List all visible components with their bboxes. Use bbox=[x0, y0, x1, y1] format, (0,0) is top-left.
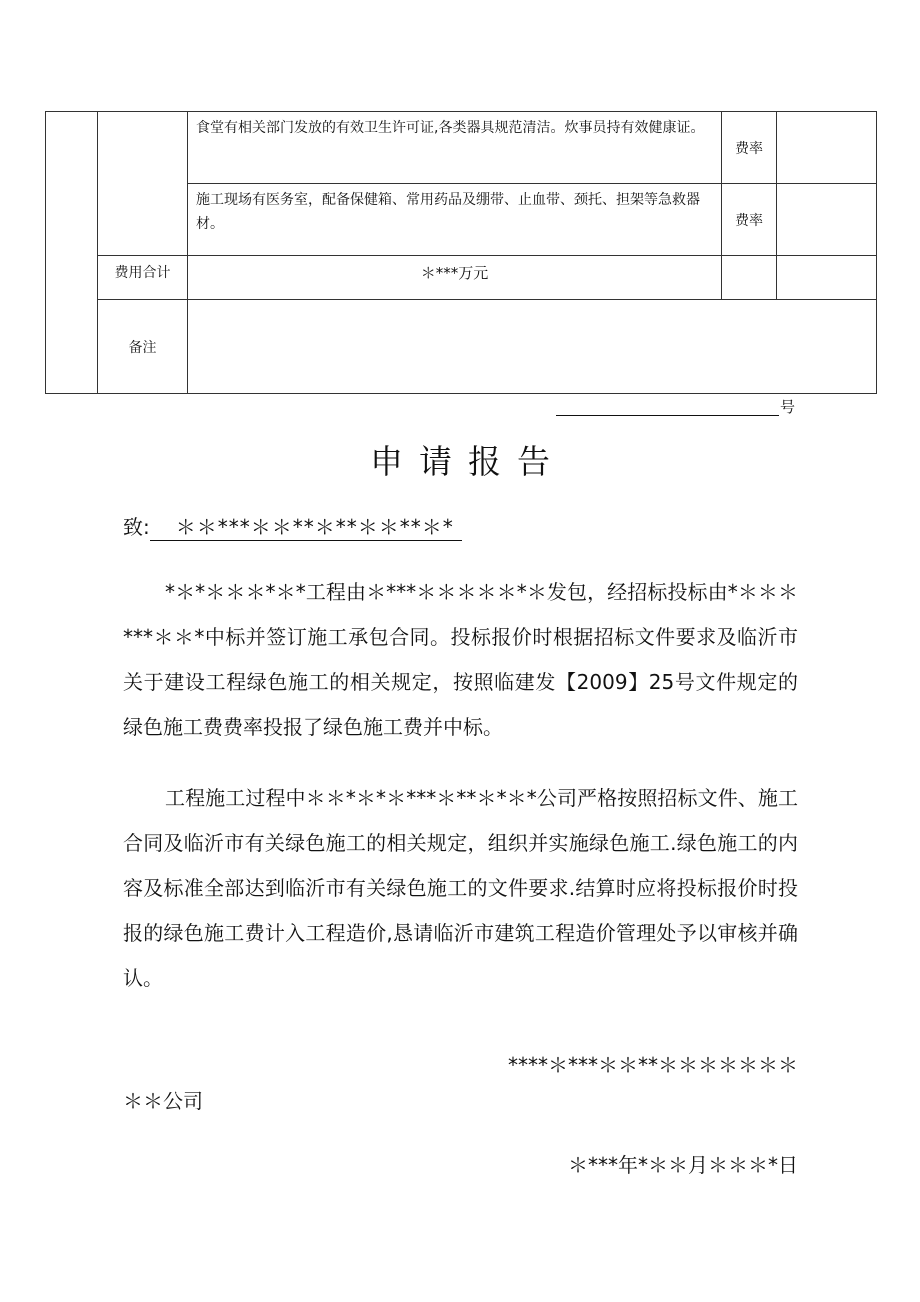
body-paragraph-2: 工程施工过程中＊＊*＊*＊***＊**＊*＊*公司严格按照招标文件、施工合同及临沂市有关绿色施工的相关规定，组织并实施绿色施工.绿色施工的内容及标准全部达到临沂市有关绿色施工的文件要求.结算时应将投标报价时投报的绿色施工费计入工程造价,恳请临沂市建筑工程造价管理处予以审核并确认。 bbox=[123, 786, 798, 990]
remark-label: 备注 bbox=[98, 300, 188, 394]
rate-value-cell bbox=[777, 112, 877, 184]
empty-cell bbox=[777, 256, 877, 300]
item-description: 施工现场有医务室，配备保健箱、常用药品及绷带、止血带、颈托、担架等急救器材。 bbox=[188, 184, 722, 256]
signature-date: ＊***年*＊＊月＊＊＊*日 bbox=[568, 1153, 798, 1177]
rate-label: 费率 bbox=[722, 112, 777, 184]
total-row bbox=[46, 256, 877, 300]
table-row bbox=[46, 112, 877, 184]
signature-company-line1: ****＊***＊＊**＊＊＊＊＊＊＊ bbox=[508, 1053, 798, 1077]
document-number-suffix: 号 bbox=[780, 398, 796, 416]
page-title: 申请报告 bbox=[370, 442, 566, 481]
body-paragraph-1: *＊*＊＊＊*＊*工程由＊***＊＊＊＊＊*＊发包，经招标投标由*＊＊＊***＊＊*中标并签订施工承包合同。投标报价时根据招标文件要求及临沂市关于建设工程绿色施工的相关规定，按照临建发【2009】25号文件规定的绿色施工费费率投报了绿色施工费并中标。 bbox=[123, 580, 798, 739]
fee-table bbox=[45, 111, 877, 394]
outer-category-cell bbox=[46, 112, 98, 394]
item-description: 食堂有相关部门发放的有效卫生许可证,各类器具规范清洁。炊事员持有效健康证。 bbox=[188, 112, 722, 184]
total-label: 费用合计 bbox=[98, 256, 188, 300]
empty-cell bbox=[722, 256, 777, 300]
remark-row bbox=[46, 300, 877, 394]
addressee-line bbox=[123, 511, 462, 541]
item-category-cell bbox=[98, 112, 188, 256]
rate-label: 费率 bbox=[722, 184, 777, 256]
addressee-label: 致: bbox=[123, 515, 150, 539]
signature-company-line2: ＊＊公司 bbox=[123, 1089, 203, 1113]
document-number bbox=[556, 396, 796, 418]
total-value: ＊***万元 bbox=[188, 256, 722, 300]
document-number-line bbox=[556, 415, 779, 416]
addressee-name: ＊＊***＊＊**＊**＊＊**＊* bbox=[150, 511, 462, 541]
rate-value-cell bbox=[777, 184, 877, 256]
remark-content bbox=[188, 300, 877, 394]
